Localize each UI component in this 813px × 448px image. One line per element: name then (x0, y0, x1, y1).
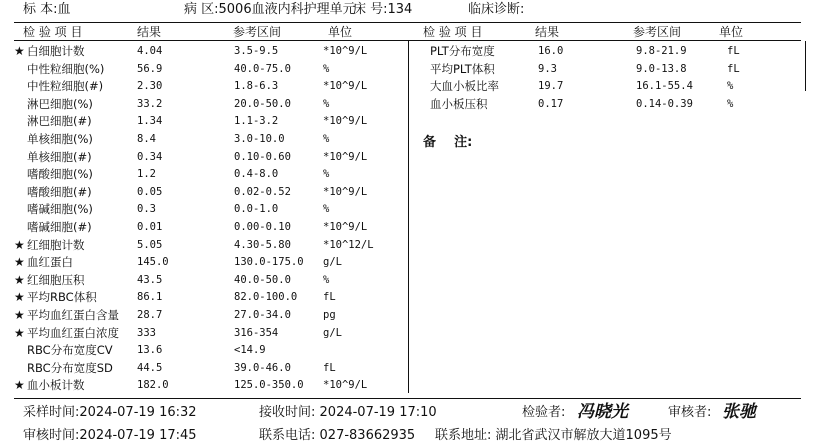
test-name: 平均血红蛋白含量 (27, 308, 119, 322)
test-result: 145.0 (137, 256, 169, 269)
reference-range: 4.30-5.80 (234, 238, 291, 251)
reference-range: 3.0-10.0 (234, 133, 285, 145)
test-name: 单核细胞(%) (27, 132, 93, 146)
test-result: 8.4 (137, 133, 156, 145)
header-top-rule (14, 22, 801, 23)
reference-range: 40.0-75.0 (234, 62, 291, 75)
test-result: 28.7 (137, 309, 163, 321)
test-result: 16.0 (538, 45, 564, 57)
test-unit: % (323, 203, 330, 216)
reference-range: 130.0-175.0 (234, 256, 304, 269)
col-unit-right: 单位 (719, 25, 744, 39)
test-unit: *10^12/L (323, 238, 374, 251)
col-item-right: 检 验 项 目 (423, 25, 483, 39)
bed-label: 床 号: (353, 2, 388, 17)
key-item-star: ★ (14, 255, 25, 270)
key-item-star: ★ (14, 325, 25, 340)
test-unit: fL (727, 62, 740, 75)
test-name: 中性粒细胞(%) (27, 61, 105, 76)
test-result: 2.30 (137, 80, 163, 93)
reference-range: 0.14-0.39 (636, 97, 693, 110)
test-name: 血小板计数 (27, 378, 85, 393)
test-unit: *10^9/L (323, 150, 368, 163)
table-bottom-rule (14, 398, 801, 399)
test-unit: % (323, 273, 330, 286)
test-result: 0.05 (137, 185, 163, 198)
sample-time-value: 2024-07-19 16:32 (79, 405, 197, 420)
test-name: 红细胞压积 (27, 272, 85, 287)
bed-value: 134 (387, 2, 413, 17)
tester-label: 检验者: (522, 405, 566, 420)
test-name: 嗜碱细胞(#) (27, 220, 92, 234)
receive-time-label: 接收时间: (259, 405, 316, 420)
reference-range: 316-354 (234, 326, 279, 339)
reference-range: 3.5-9.5 (234, 45, 279, 57)
ward-label: 病 区: (184, 2, 219, 17)
address-label: 联系地址: (435, 428, 492, 443)
reviewer-signature: 张驰 (722, 402, 756, 422)
reference-range: 0.4-8.0 (234, 168, 279, 181)
col-range-left: 参考区间 (233, 25, 282, 39)
review-time-label: 审核时间: (23, 428, 80, 443)
test-name: 嗜碱细胞(%) (27, 202, 93, 217)
test-unit: % (323, 168, 330, 181)
phone-label: 联系电话: (259, 428, 316, 443)
clinical-diagnosis (468, 1, 524, 19)
contact-address (435, 427, 672, 445)
test-unit: *10^9/L (323, 80, 368, 93)
test-unit: pg (323, 309, 336, 321)
test-name: 嗜酸细胞(%) (27, 167, 93, 182)
test-name: 血小板压积 (430, 96, 488, 111)
test-result: 4.04 (137, 45, 163, 57)
reference-range: 39.0-46.0 (234, 361, 291, 374)
test-unit: *10^9/L (323, 45, 368, 57)
test-name: 白细胞计数 (27, 44, 85, 58)
test-unit: g/L (323, 256, 342, 269)
test-result: 0.17 (538, 97, 564, 110)
test-result: 1.2 (137, 168, 156, 181)
remark-label: 备 注: (423, 135, 473, 150)
sample-type (23, 1, 71, 19)
col-result-left: 结果 (137, 25, 162, 39)
key-item-star: ★ (14, 44, 25, 58)
sample-type-label: 标 本: (23, 2, 58, 17)
test-result: 19.7 (538, 80, 564, 93)
test-result: 9.3 (538, 62, 557, 75)
test-result: 43.5 (137, 273, 163, 286)
test-name: 大血小板比率 (430, 79, 499, 94)
test-unit: *10^9/L (323, 115, 368, 128)
reference-range: 27.0-34.0 (234, 309, 291, 321)
reference-range: 0.00-0.10 (234, 221, 291, 233)
test-unit: % (323, 97, 330, 110)
test-name: 平均PLT体积 (430, 61, 495, 76)
test-result: 0.01 (137, 221, 163, 233)
test-unit: % (323, 62, 330, 75)
test-unit: fL (727, 45, 740, 57)
review-time-value: 2024-07-19 17:45 (79, 428, 197, 443)
ward-value: 5006血液内科护理单元 (218, 2, 356, 17)
key-item-star: ★ (14, 272, 25, 287)
test-result: 0.34 (137, 150, 163, 163)
test-unit: *10^9/L (323, 221, 368, 233)
column-divider (408, 41, 409, 393)
test-name: 中性粒细胞(#) (27, 79, 104, 94)
key-item-star: ★ (14, 308, 25, 322)
test-name: 嗜酸细胞(#) (27, 184, 92, 199)
test-unit: % (727, 97, 734, 110)
test-result: 13.6 (137, 344, 163, 357)
test-name: 淋巴细胞(%) (27, 96, 93, 111)
test-name: 单核细胞(#) (27, 149, 92, 164)
col-range-right: 参考区间 (633, 25, 682, 39)
reference-range: 125.0-350.0 (234, 379, 304, 392)
reference-range: 16.1-55.4 (636, 80, 693, 93)
phone-value: 027-83662935 (319, 428, 416, 443)
test-name: PLT分布宽度 (430, 44, 495, 58)
right-edge-mark (805, 41, 806, 91)
key-item-star: ★ (14, 290, 25, 305)
test-unit: *10^9/L (323, 379, 368, 392)
tester-signature: 冯晓光 (577, 402, 628, 422)
reference-range: 9.8-21.9 (636, 45, 687, 57)
reference-range: 82.0-100.0 (234, 291, 298, 304)
key-item-star: ★ (14, 237, 25, 252)
test-unit: g/L (323, 326, 342, 339)
receive-time-value: 2024-07-19 17:10 (319, 405, 437, 420)
test-name: RBC分布宽度SD (27, 360, 113, 375)
test-name: 平均RBC体积 (27, 290, 97, 305)
test-name: 红细胞计数 (27, 237, 85, 252)
reference-range: 20.0-50.0 (234, 97, 291, 110)
test-result: 44.5 (137, 361, 163, 374)
reviewer-label: 审核者: (668, 405, 712, 420)
test-result: 33.2 (137, 97, 163, 110)
reference-range: 1.1-3.2 (234, 115, 279, 128)
test-name: 淋巴细胞(#) (27, 114, 92, 129)
test-unit: % (727, 80, 734, 93)
sample-time-label: 采样时间: (23, 405, 80, 420)
sample-type-value: 血 (57, 2, 71, 17)
test-result: 86.1 (137, 291, 163, 304)
col-item-left: 检 验 项 目 (23, 25, 83, 39)
contact-phone (259, 427, 415, 445)
reference-range: 0.10-0.60 (234, 150, 291, 163)
test-unit: fL (323, 361, 336, 374)
reference-range: <14.9 (234, 344, 266, 357)
test-result: 1.34 (137, 115, 163, 128)
reference-range: 9.0-13.8 (636, 62, 687, 75)
reference-range: 0.02-0.52 (234, 185, 291, 198)
test-result: 56.9 (137, 62, 163, 75)
test-result: 333 (137, 326, 156, 339)
sample-time (23, 404, 197, 422)
test-result: 5.05 (137, 238, 163, 251)
col-result-right: 结果 (535, 25, 560, 39)
test-name: 血红蛋白 (27, 255, 73, 270)
review-time (23, 427, 197, 445)
bed-number (353, 1, 412, 19)
test-name: 平均血红蛋白浓度 (27, 325, 119, 340)
reference-range: 40.0-50.0 (234, 273, 291, 286)
test-result: 0.3 (137, 203, 156, 216)
ward (184, 1, 356, 19)
key-item-star: ★ (14, 378, 25, 393)
address-value: 湖北省武汉市解放大道1095号 (495, 428, 672, 443)
receive-time (259, 404, 437, 422)
test-unit: fL (323, 291, 336, 304)
test-unit: % (323, 133, 330, 145)
col-unit-left: 单位 (328, 25, 353, 39)
reference-range: 1.8-6.3 (234, 80, 279, 93)
diagnosis-label: 临床诊断: (468, 2, 525, 17)
test-result: 182.0 (137, 379, 169, 392)
test-name: RBC分布宽度CV (27, 343, 113, 358)
reference-range: 0.0-1.0 (234, 203, 279, 216)
test-unit: *10^9/L (323, 185, 368, 198)
